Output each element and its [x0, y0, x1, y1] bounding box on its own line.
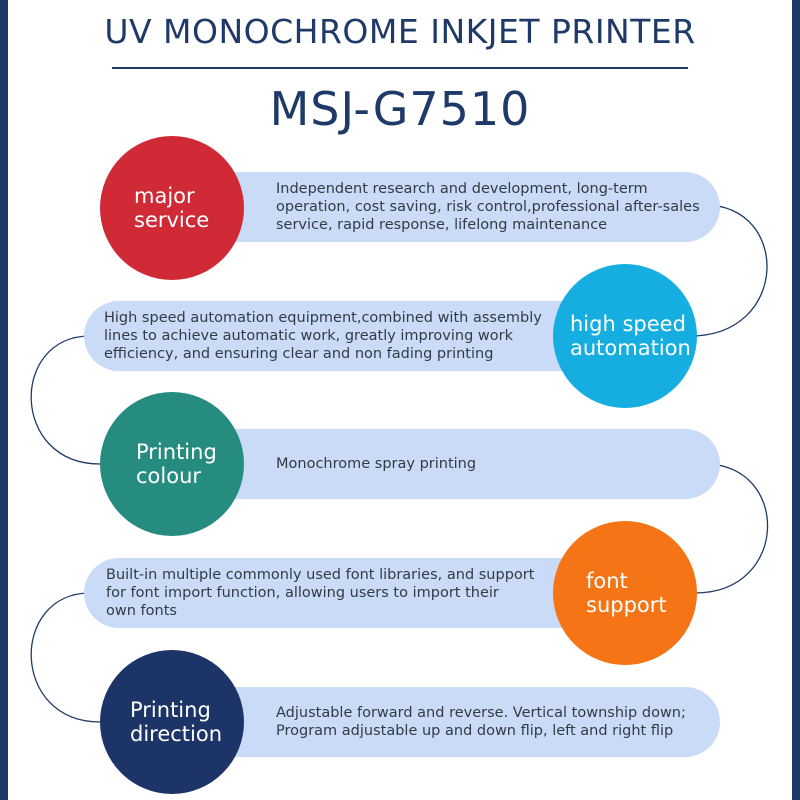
- feature-description-text: Adjustable forward and reverse. Vertical township down; Program adjustable up and down flip, left and right flip: [276, 705, 686, 739]
- feature-label: Printing direction: [130, 698, 223, 746]
- feature-description-printing-direction: [200, 687, 720, 757]
- feature-description-printing-colour: [200, 429, 720, 499]
- feature-description-high-speed-automation: [84, 301, 604, 371]
- feature-badge-font-support: [553, 521, 697, 665]
- feature-badge-printing-colour: [100, 392, 244, 536]
- feature-description-text: Independent research and development, long-term operation, cost saving, risk control,professional after-sales service, rapid response, lifelong maintenance: [276, 181, 700, 233]
- feature-description-text: Monochrome spray printing: [276, 456, 477, 472]
- feature-description-text: High speed automation equipment,combined with assembly lines to achieve automatic work, greatly improving work efficiency, and ensuring clear and non fading printing: [104, 310, 542, 362]
- model-number: MSJ-G7510: [269, 82, 531, 136]
- feature-badge-printing-direction: [100, 650, 244, 794]
- feature-label: font support: [586, 569, 667, 617]
- page-title: UV MONOCHROME INKJET PRINTER: [104, 12, 696, 51]
- feature-description-text: Built-in multiple commonly used font libraries, and support for font import function, allowing users to import their own fonts: [106, 567, 535, 619]
- feature-label: Printing colour: [136, 440, 217, 488]
- feature-label: major service: [134, 184, 210, 232]
- feature-badge-major-service: [100, 136, 244, 280]
- feature-description-font-support: [84, 558, 604, 628]
- feature-description-major-service: [200, 172, 720, 242]
- feature-badge-high-speed-automation: [553, 264, 697, 408]
- feature-label: high speed automation: [570, 312, 691, 360]
